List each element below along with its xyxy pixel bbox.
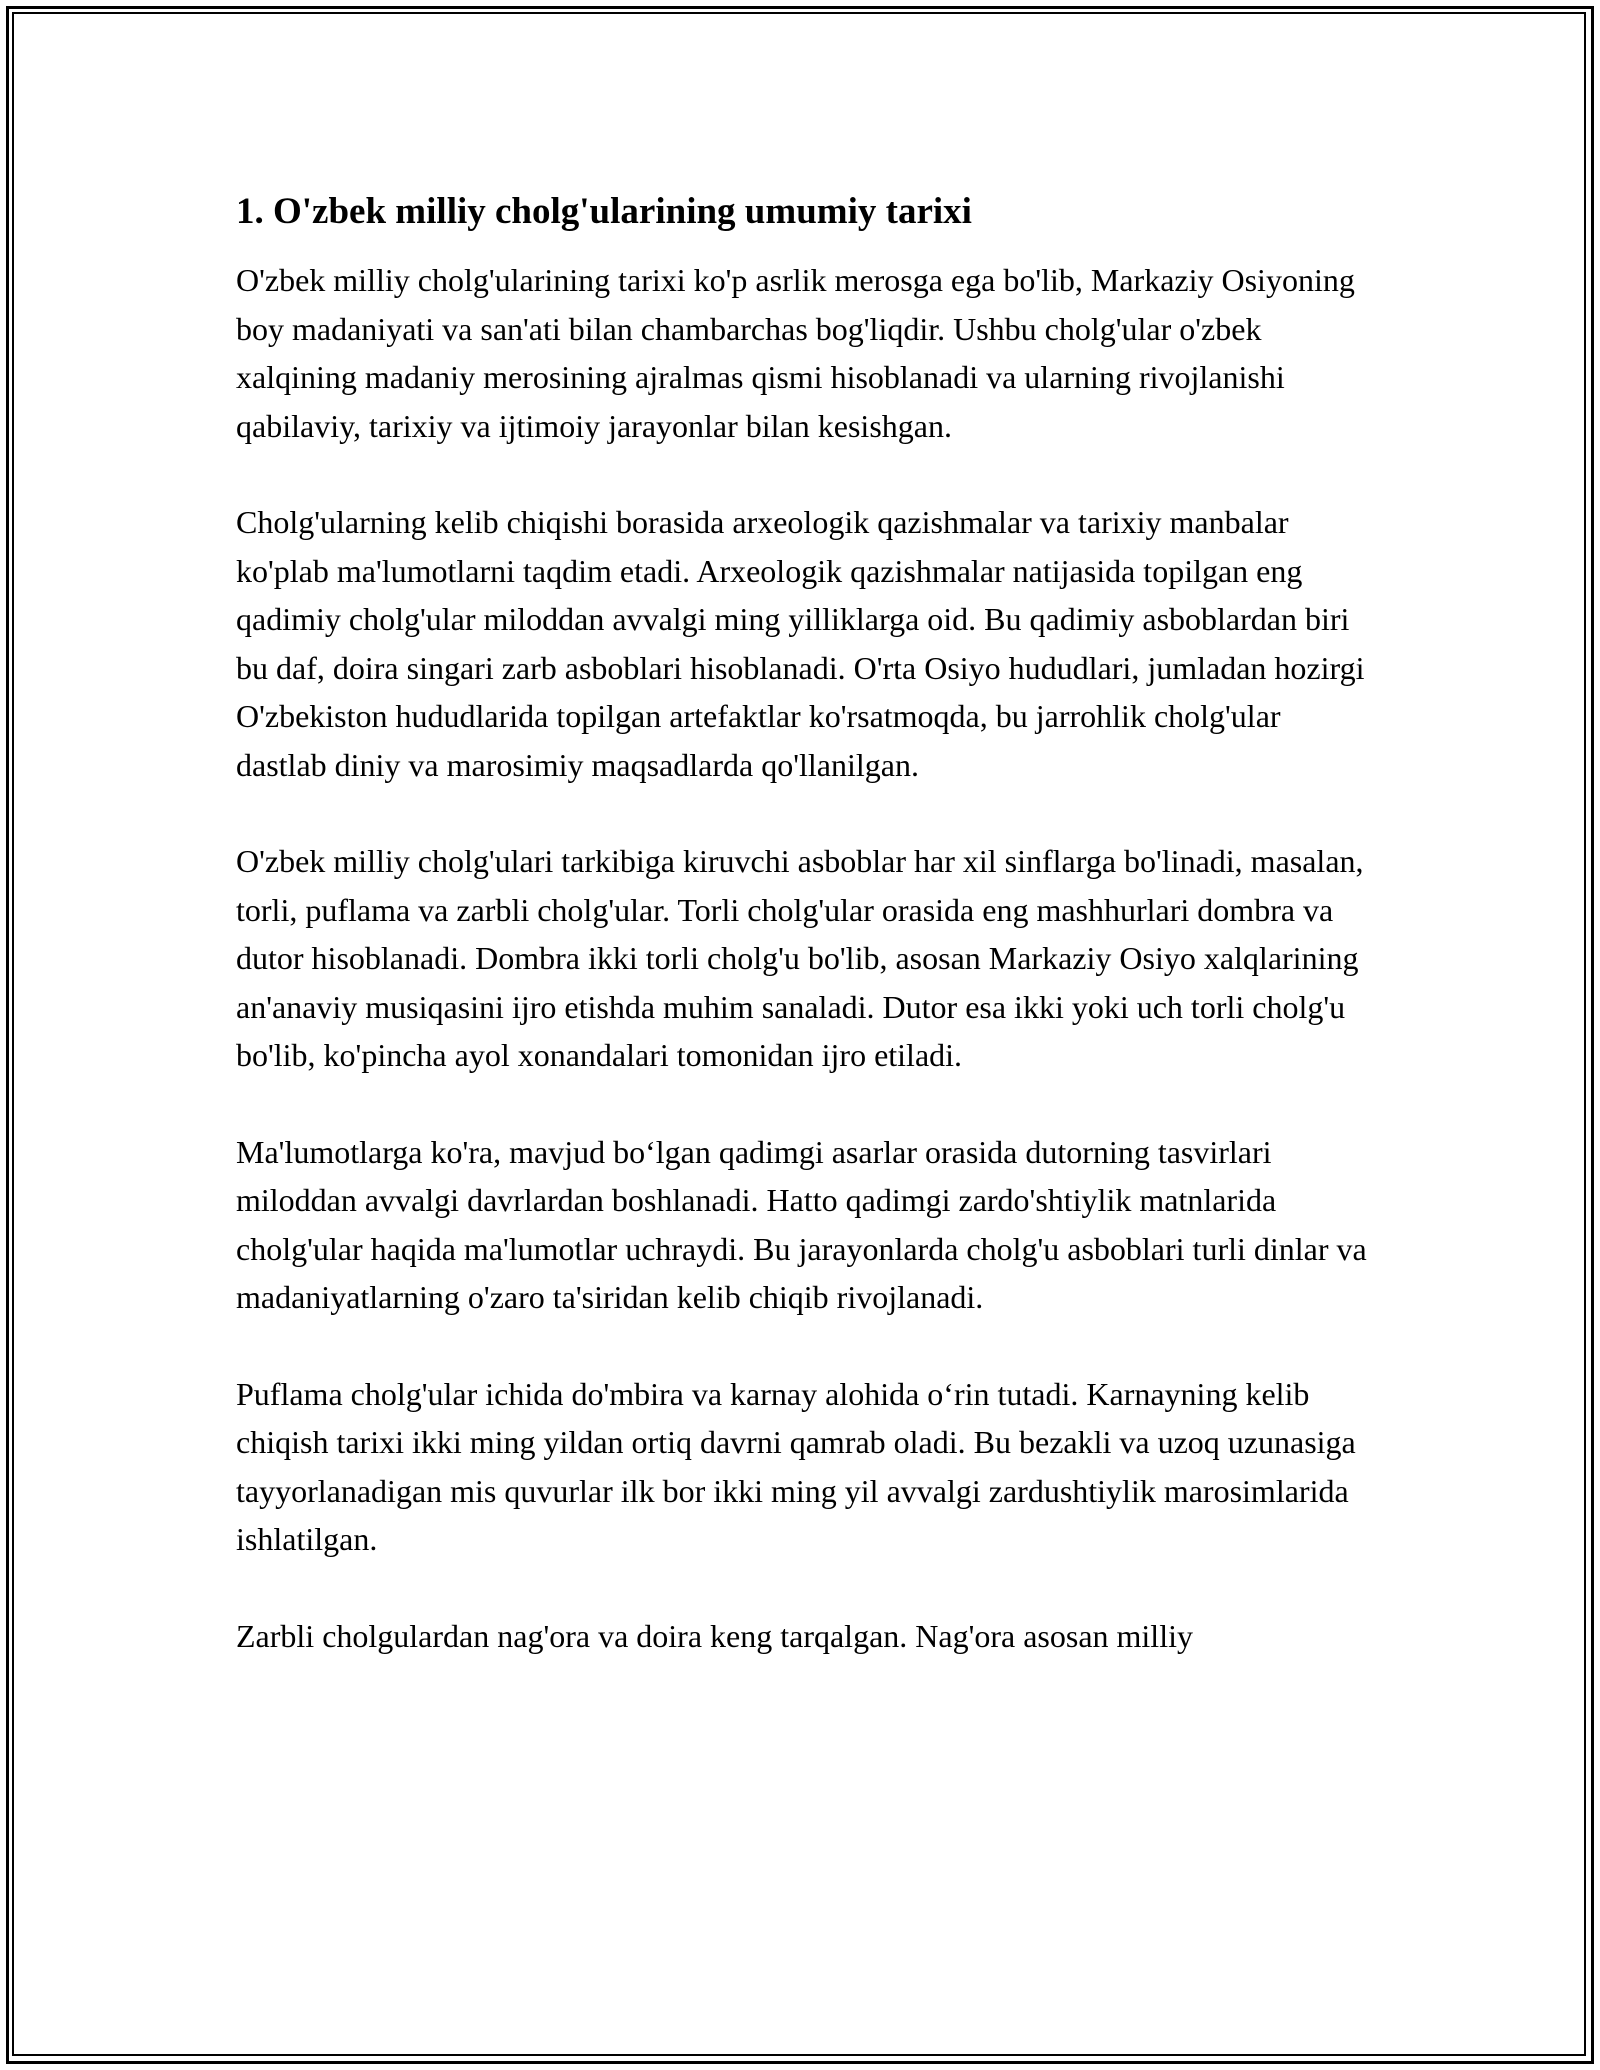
document-body [236, 188, 1376, 1708]
paragraph-6: Zarbli cholgulardan nag'ora va doira keng tarqalgan. Nag'ora asosan milliy [236, 1617, 1193, 1654]
section-heading: 1. O'zbek milliy cholg'ularining umumiy tarixi [236, 191, 972, 232]
paragraph-5: Puflama cholg'ular ichida do'mbira va karnay alohida o‘rin tutadi. Karnayning kelib chiqish tarixi ikki ming yildan ortiq davrni qamrab oladi. Bu bezakli va uzoq uzunasiga tayyorlanadigan mis quvurlar ilk bor ikki ming yil avvalgi zardushtiylik marosimlarida ishlatilgan. [236, 1375, 1356, 1557]
paragraph-4: Ma'lumotlarga ko'ra, mavjud bo‘lgan qadimgi asarlar orasida dutorning tasvirlari miloddan avvalgi davrlardan boshlanadi. Hatto qadimgi zardo'shtiylik matnlarida cholg'ular haqida ma'lumotlar uchraydi. Bu jarayonlarda cholg'u asboblari turli dinlar va madaniyatlarning o'zaro ta'siridan kelib chiqib rivojlanadi. [236, 1133, 1367, 1315]
paragraph-3: O'zbek milliy cholg'ulari tarkibiga kiruvchi asboblar har xil sinflarga bo'linadi, masalan, torli, puflama va zarbli cholg'ular. Torli cholg'ular orasida eng mashhurlari dombra va dutor hisoblanadi. Dombra ikki torli cholg'u bo'lib, asosan Markaziy Osiyo xalqlarining an'anaviy musiqasini ijro etishda muhim sanaladi. Dutor esa ikki yoki uch torli cholg'u bo'lib, ko'pincha ayol xonandalari tomonidan ijro etiladi. [236, 843, 1364, 1073]
paragraph-2: Cholg'ularning kelib chiqishi borasida arxeologik qazishmalar va tarixiy manbalar ko'plab ma'lumotlarni taqdim etadi. Arxeologik qazishmalar natijasida topilgan eng qadimiy cholg'ular miloddan avvalgi ming yilliklarga oid. Bu qadimiy asboblardan biri bu daf, doira singari zarb asboblari hisoblanadi. O'rta Osiyo hududlari, jumladan hozirgi O'zbekiston hududlarida topilgan artefaktlar ko'rsatmoqda, bu jarrohlik cholg'ular dastlab diniy va marosimiy maqsadlarda qo'llanilgan. [236, 504, 1365, 783]
paragraph-1: O'zbek milliy cholg'ularining tarixi ko'p asrlik merosga ega bo'lib, Markaziy Osiyoning boy madaniyati va san'ati bilan chambarchas bog'liqdir. Ushbu cholg'ular o'zbek xalqining madaniy merosining ajralmas qismi hisoblanadi va ularning rivojlanishi qabilaviy, tarixiy va ijtimoiy jarayonlar bilan kesishgan. [236, 262, 1355, 444]
